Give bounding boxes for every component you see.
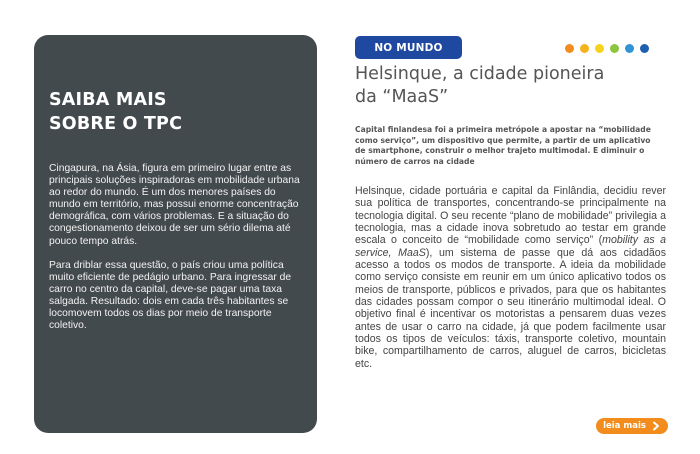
body-part-2: ), um sistema de passe que dá aos cidadãos acesso a todos os modos de transporte. A ideia da mobilidade como serviço consiste em reunir em um único aplicativo todos os meios de transporte, públicos e privados, para que os habitantes das cidades possam compor o seu itinerário multimodal ideal. O objetivo final é incentivar os motoristas a pensarem duas vezes antes de usar o carro na cidade, já que podem facilmente usar todos os tipos de veículos: táxis, transporte coletivo, mountain bike, compartilhamento de carros, aluguel de carros, bicicletas etc. <box>355 246 666 370</box>
headline-line1: Helsinque, a cidade pioneira <box>355 64 605 84</box>
sidebar-paragraph-1: Cingapura, na Ásia, figura em primeiro lugar entre as principais soluções inspiradoras em mobilidade urbana ao redor do mundo. É um dos menores países do mundo em território, mas possui enorme concentração demográfica, com vários problemas. E a situação do congestionamento deixou de ser um sério dilema até pouco tempo atrás. <box>49 163 300 247</box>
sidebar-title <box>49 88 302 136</box>
dot-amber-icon <box>580 44 589 53</box>
section-tag: NO MUNDO <box>355 36 462 59</box>
article-lead: Capital finlandesa foi a primeira metrópole a apostar na “mobilidade como serviço”, um dispositivo que permite, a partir de um aplicativo de smartphone, construir o melhor trajeto multimodal. E diminuir o número de carros na cidade <box>355 125 651 166</box>
sidebar-paragraph-2: Para driblar essa questão, o país criou uma política muito eficiente de pedágio urbano. Para ingressar de carro no centro da capital, deve-se pagar uma taxa salgada. Resultado: dois em cada três habitantes se locomovem todos os dias por meio de transporte coletivo. <box>49 259 292 332</box>
body-part-1: Helsinque, cidade portuária e capital da Finlândia, decidiu rever sua política de transportes, concentrando-se principalmente na tecnologia digital. O seu recente “plano de mobilidade” privilegia a tecnologia, mas a cidade inova sobretudo ao testar em grande escala o conceito de “mobilidade como serviço” ( <box>355 185 666 247</box>
body-italic-term: mobility as a service, MaaS <box>355 234 666 259</box>
dot-green-icon <box>610 44 619 53</box>
dot-yellow-icon <box>595 44 604 53</box>
sidebar-title-line2: SOBRE O TPC <box>49 114 183 134</box>
sidebar-title-line1: SAIBA MAIS <box>49 90 167 110</box>
read-more-button[interactable] <box>596 418 668 434</box>
color-dots-decoration <box>565 44 649 54</box>
dot-darkblue-icon <box>640 44 649 53</box>
headline-line2: da “MaaS” <box>355 87 449 107</box>
info-sidebar <box>34 35 317 433</box>
article-body <box>355 185 666 370</box>
read-more-label: leia mais <box>603 421 646 431</box>
dot-blue-icon <box>625 44 634 53</box>
article-headline <box>355 63 675 109</box>
dot-orange-icon <box>565 44 574 53</box>
chevron-right-icon <box>651 421 661 431</box>
